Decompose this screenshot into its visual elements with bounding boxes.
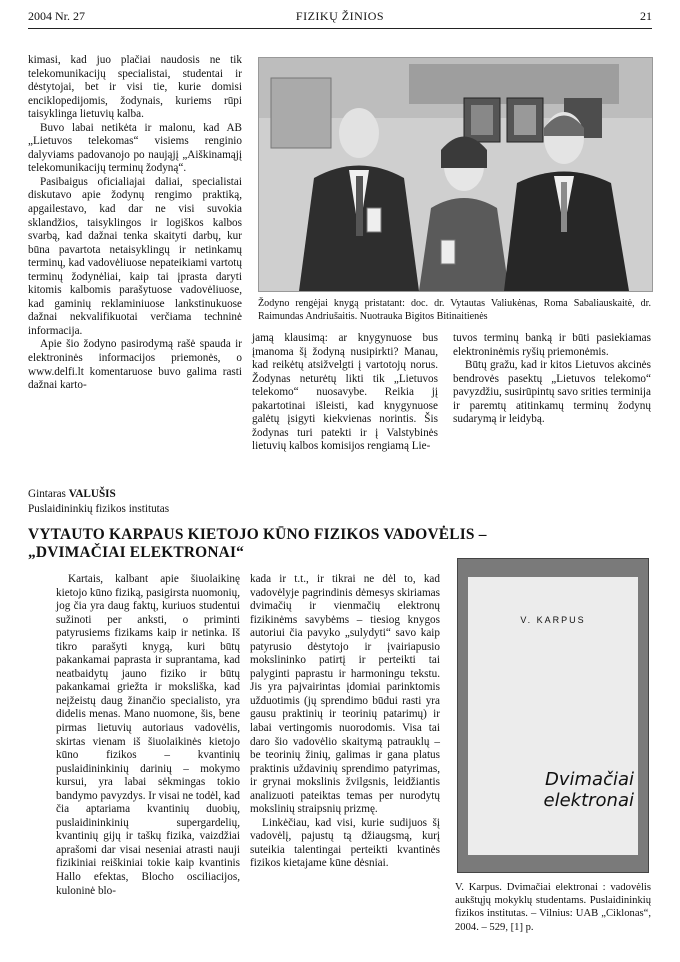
headline-line-1: VYTAUTO KARPAUS KIETOJO KŪNO FIZIKOS VADOVĖLIS – bbox=[28, 526, 487, 543]
book-title-line-2: elektronai bbox=[543, 790, 634, 811]
paragraph: Būtų gražu, kad ir kitos Lietuvos akcinės bendrovės pasektų „Lietuvos telekomo“ pavyzdžiu, susirūpintų savo srities terminija ir paremtų atitinkamų terminų žodynų sudarymą ir leidybą. bbox=[453, 359, 651, 426]
paragraph: kimasi, kad juo plačiai naudosis ne tik telekomunikacijų specialistai, studentai ir dėstytojai, bet ir visi tie, kurie domisi enciklopedijomis, žodynais, kuriems rūpi taisyklinga lietuvių kalba. bbox=[28, 54, 242, 121]
book-cover-panel bbox=[468, 577, 638, 855]
photo-illustration bbox=[259, 58, 652, 291]
paragraph: Linkėčiau, kad visi, kurie sudijuos šį vadovėlį, pajustų tą džiaugsmą, kurį suteikia talentingai perteikti kvantinės fizikos kietajame kūne dėsniai. bbox=[250, 816, 440, 870]
author-affiliation: Puslaidininkių fizikos institutas bbox=[28, 503, 170, 515]
paragraph: Pasibaigus oficialiajai daliai, specialistai diskutavo apie žodynų rengimo praktiką, apgailestavo, kad dar ne visi suvokia sklandžios, taisyklingos ir logiškos kalbos svarbą, kad dažnai tenka skaityti darbų, kur būna pavartota netaisyklingų ir netinkamų terminų, kad vadovėliuose nepateikiami vartotų terminų žodynėliai, kaip tai įprasta daryti kitomis kalbomis parašytuose vadovėliuose, kad gaminių reklaminiuose lankstinukuose dažnai nekvalifikuotai verčiama techninė informacija. bbox=[28, 175, 242, 337]
page-number: 21 bbox=[640, 9, 652, 23]
article2-headline bbox=[28, 526, 658, 562]
paragraph: jamą klausimą: ar knygynuose bus įmanoma šį žodyną nusipirkti? Manau, kad reikėtų atsižvelgti į vartotojų norus. Žodynas neturėtų likti tik „Lietuvos telekomo“ nuosavybe. Reikia jį pakartotinai išleisti, kad knygynuose galėtų įsigyti kiekvienas norintis. Šis žodynas turi patekti ir į Valstybinės lietuvių kalbos komisijos rengiamą Lie- bbox=[252, 332, 438, 453]
header-rule bbox=[28, 28, 652, 29]
book-title-line-1: Dvimačiai bbox=[544, 769, 634, 790]
author-first-name: Gintaras bbox=[28, 488, 66, 500]
author-name bbox=[28, 488, 116, 500]
journal-name: FIZIKŲ ŽINIOS bbox=[295, 9, 385, 23]
article2-column2 bbox=[250, 573, 440, 871]
paragraph: Buvo labai netikėta ir malonu, kad AB „Lietuvos telekomas“ visiems renginio dalyviams padovanojo po naująjį „Aiškinamąjį telekomunikacijų terminų žodyną“. bbox=[28, 121, 242, 175]
paragraph: tuvos terminų banką ir būti pasiekiamas elektroninėmis ryšių priemonėmis. bbox=[453, 332, 651, 358]
paragraph: Kartais, kalbant apie šiuolaikinę kietojo kūno fiziką, pasigirsta nuomonių, jog čia yra daug faktų, kuriuos studentui sužinoti per anksti, o priminti patyrusiems fizikams kaip ir netinka. Iš tikro parašyti knygą, kuri būtų pakankamai paprasta ir suprantama, kad neatbaidytų jauno fiziko ir būtų pakankamai griežta ir moksliška, kad neįžeistų daug žinančio specialisto, yra didelis menas. Mano nuomone, šis, bene pirmas lietuvių autoriaus vadovėlis, skirtas vienam iš šiuolaikinės kietojo kūno fizikos – kvantinių puslaidininkinių darinių – mokymo kursui, yra labai sėkmingas tokio bandymo pavyzdys. Ir visai ne todėl, kad čia aptariama kvantinių duobių, puslaidininkinių supergardelių, kvantinių gijų ir taškų fizika, vaizdžiai aprašomi dar visai neseniai atrasti nauji fizikiniai reiškiniai tokie kaip kvantinis Hallo efektas, Blocho osciliacijos, kuloninė blo- bbox=[56, 573, 240, 897]
paragraph: kada ir t.t., ir tikrai ne dėl to, kad vadovėlyje pagrindinis dėmesys skiriamas dvimačių ir vienmačių elektronų fizikinėms savybėms – tiesiog knygos autoriui čia pavyko „sulydyti“ savo kaip patyrusio dėstytojo ir įvairiapusio mokslininko patirtį ir perteikti tai palyginti paprastu ir harmoningu tekstu. Jis yra pajvairintas įdomiai parinktomis užduotimis (jų sprendimo būdui rasti yra gausu praktinių ir teorinių patarimų) ir labai vertingomis nuorodomis. Visa tai daro šio vadovėlio skaitymą patrauklų – be teorinių žinių, galimas ir gana platus praktinis uždavinių sprendimo patyrimas, ir grynai mokslinis žvilgsnis, leidžiantis analizuoti pateiktas temas per nurodytų mokslinių straipsnių prizmę. bbox=[250, 573, 440, 816]
book-title bbox=[468, 769, 634, 811]
book-author: V. KARPUS bbox=[520, 615, 586, 625]
article1-column2 bbox=[252, 332, 438, 454]
issue-number: 2004 Nr. 27 bbox=[28, 9, 85, 23]
article2-column1 bbox=[56, 573, 240, 898]
author-last-name: VALUŠIS bbox=[68, 488, 116, 500]
article1-column1 bbox=[28, 54, 242, 393]
photo-caption: Žodyno rengėjai knygą pristatant: doc. dr. Vytautas Valiukėnas, Roma Sabaliauskaitė, dr. Raimundas Andriušaitis. Nuotrauka Bigitos Bitinaitienės bbox=[258, 298, 651, 322]
book-cover bbox=[457, 558, 649, 873]
event-photo bbox=[258, 57, 653, 292]
headline-line-2: „DVIMAČIAI ELEKTRONAI“ bbox=[28, 544, 245, 561]
paragraph: Apie šio žodyno pasirodymą rašė spauda ir elektroninės informacijos priemonės, o www.delfi.lt komentaruose buvo galima rasti dažnai karto- bbox=[28, 338, 242, 392]
book-caption: V. Karpus. Dvimačiai elektronai : vadovėlis aukštųjų mokyklų studentams. Puslaidininkių fizikos institutas. – Vilnius: UAB „Ciklonas“, 2004. – 529, [1] p. bbox=[455, 882, 651, 933]
article1-column3 bbox=[453, 332, 651, 427]
